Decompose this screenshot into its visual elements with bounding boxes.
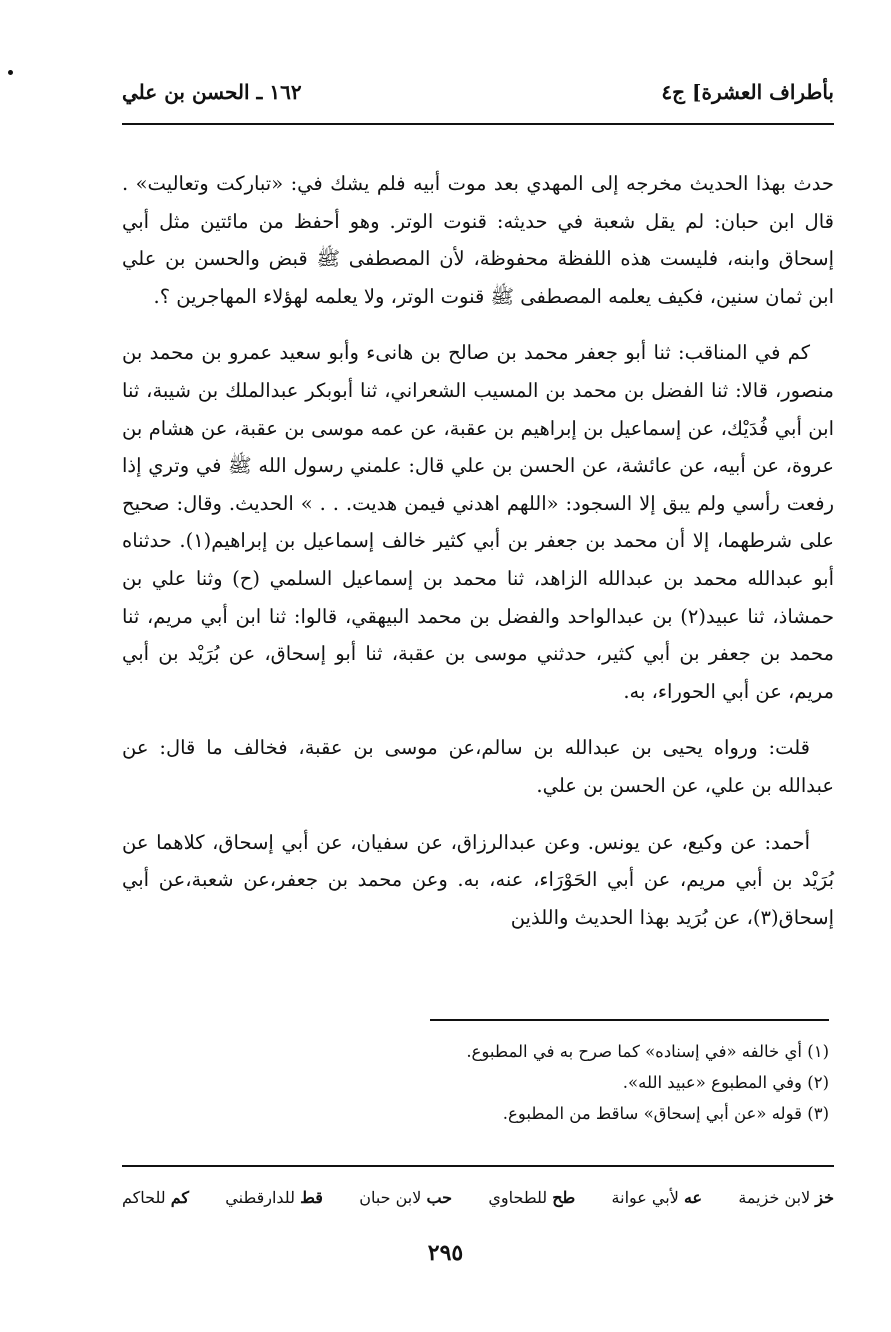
running-header <box>122 74 834 110</box>
header-book-title: بأطراف العشرة] ج٤ <box>661 80 834 104</box>
sigla-rule <box>122 1165 834 1167</box>
footnotes <box>122 1036 829 1129</box>
paragraph-2: كم في المناقب: ثنا أبو جعفر محمد بن صالح بن هانىء وأبو سعيد عمرو بن محمد بن منصور، قالا: ثنا الفضل بن محمد بن المسيب الشعراني، ثنا أبوبكر عبدالملك بن شيبة، ثنا ابن أبي فُدَيْك، عن إسماعيل بن إبراهيم بن عقبة، عن عمه موسى بن عقبة، عن هشام بن عروة، عن أبيه، عن عائشة، عن الحسن بن علي قال: علمني رسول الله ﷺ في وتري إذا رفعت رأسي ولم يبق إلا السجود: «اللهم اهدني فيمن هديت. . . » الحديث. وقال: صحيح على شرطهما، إلا أن محمد بن جعفر بن أبي كثير خالف إسماعيل بن إبراهيم(١). حدثناه أبو عبدالله محمد بن عبدالله الزاهد، ثنا محمد بن إسماعيل السلمي (ح) وثنا علي بن حمشاذ، ثنا عبيد(٢) بن عبدالواحد والفضل بن محمد البيهقي، قالوا: ثنا ابن أبي مريم، ثنا محمد بن جعفر بن أبي كثير، حدثني موسى بن عقبة، ثنا أبو إسحاق، عن بُرَيْد بن أبي مريم، عن أبي الحوراء، به. <box>122 341 834 703</box>
margin-dot <box>8 70 13 75</box>
main-text <box>122 165 834 955</box>
sigla-item: خز لابن خزيمة <box>738 1187 834 1207</box>
header-section-title: ١٦٢ ـ الحسن بن علي <box>122 80 302 104</box>
footnote-rule <box>430 1019 829 1021</box>
footnote-3: (٣) قوله «عن أبي إسحاق» ساقط من المطبوع. <box>502 1104 829 1123</box>
sigla-item: كم للحاكم <box>122 1187 189 1207</box>
sigla-item: قط للدارقطني <box>225 1187 323 1207</box>
sigla-legend <box>122 1180 834 1214</box>
sigla-item: طح للطحاوي <box>488 1187 576 1207</box>
footnote-1: (١) أي خالفه «في إسناده» كما صرح به في المطبوع. <box>466 1042 829 1061</box>
header-rule <box>122 123 834 125</box>
paragraph-4: أحمد: عن وكيع، عن يونس. وعن عبدالرزاق، عن سفيان، عن أبي إسحاق، كلاهما عن بُرَيْد بن أبي مريم، عن أبي الحَوْرَاء، عنه، به. وعن محمد بن جعفر،عن شعبة،عن أبي إسحاق(٣)، عن بُرَيد بهذا الحديث واللذين <box>122 830 834 929</box>
sigla-item: حب لابن حبان <box>359 1187 453 1207</box>
sigla-item: عه لأبي عوانة <box>611 1187 703 1207</box>
paragraph-1: حدث بهذا الحديث مخرجه إلى المهدي بعد موت أبيه فلم يشك في: «تباركت وتعاليت» . قال ابن حبان: لم يقل شعبة في حديثه: قنوت الوتر. وهو أحفظ من مائتين مثل أبي إسحاق وابنه، فليست هذه اللفظة محفوظة، لأن المصطفى ﷺ قبض والحسن بن علي ابن ثمان سنين، فكيف يعلمه المصطفى ﷺ قنوت الوتر، ولا يعلمه لهؤلاء المهاجرين ؟. <box>122 172 834 308</box>
footnote-2: (٢) وفي المطبوع «عبيد الله». <box>622 1073 829 1092</box>
paragraph-3: قلت: ورواه يحيى بن عبدالله بن سالم،عن موسى بن عقبة، فخالف ما قال: عن عبدالله بن علي، عن الحسن بن علي. <box>122 736 834 797</box>
page-number: ٢٩٥ <box>427 1240 464 1266</box>
